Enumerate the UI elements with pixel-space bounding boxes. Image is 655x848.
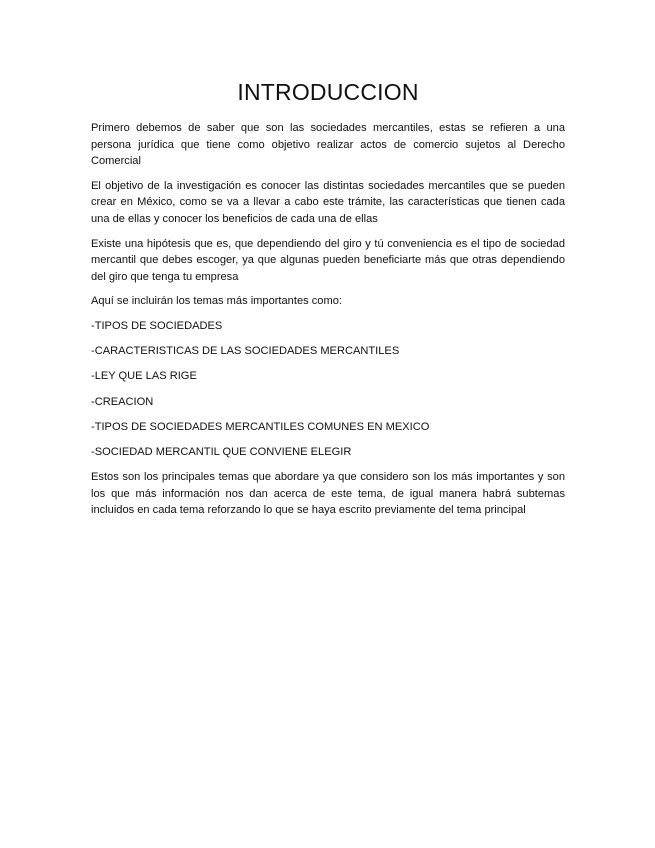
topic-item: -CARACTERISTICAS DE LAS SOCIEDADES MERCANTILES	[91, 345, 400, 358]
hypothesis-paragraph: Existe una hipótesis que es, que dependiendo del giro y tú conveniencia es el tipo de sociedad mercantil que debes escoger, ya que algunas pueden beneficiarte más que otras dependiendo del giro que tenga tu empresa	[91, 237, 565, 283]
closing-paragraph: Estos son los principales temas que abordare ya que considero son los más importantes y son los que más información nos dan acerca de este tema, de igual manera habrá subtemas incluidos en cada tema reforzando lo que se haya escrito previamente del tema principal	[91, 471, 565, 517]
document-body	[91, 78, 565, 527]
objective-paragraph: El objetivo de la investigación es conocer las distintas sociedades mercantiles que se pueden crear en México, como se va a llevar a cabo este trámite, las características que tienen cada una de ellas y conocer los beneficios de cada una de ellas	[91, 179, 565, 225]
intro-paragraph: Primero debemos de saber que son las sociedades mercantiles, estas se refieren a una persona jurídica que tiene como objetivo realizar actos de comercio sujetos al Derecho Comercial	[91, 122, 565, 168]
topic-item: -CREACION	[91, 395, 154, 408]
topics-intro-paragraph: Aquí se incluirán los temas más importantes como:	[91, 295, 342, 308]
page-title: INTRODUCCION	[237, 79, 419, 105]
topic-item: -TIPOS DE SOCIEDADES MERCANTILES COMUNES EN MEXICO	[91, 420, 430, 433]
topic-item: -TIPOS DE SOCIEDADES	[91, 319, 223, 332]
topic-item: -SOCIEDAD MERCANTIL QUE CONVIENE ELEGIR	[91, 445, 352, 458]
topic-item: -LEY QUE LAS RIGE	[91, 370, 197, 383]
